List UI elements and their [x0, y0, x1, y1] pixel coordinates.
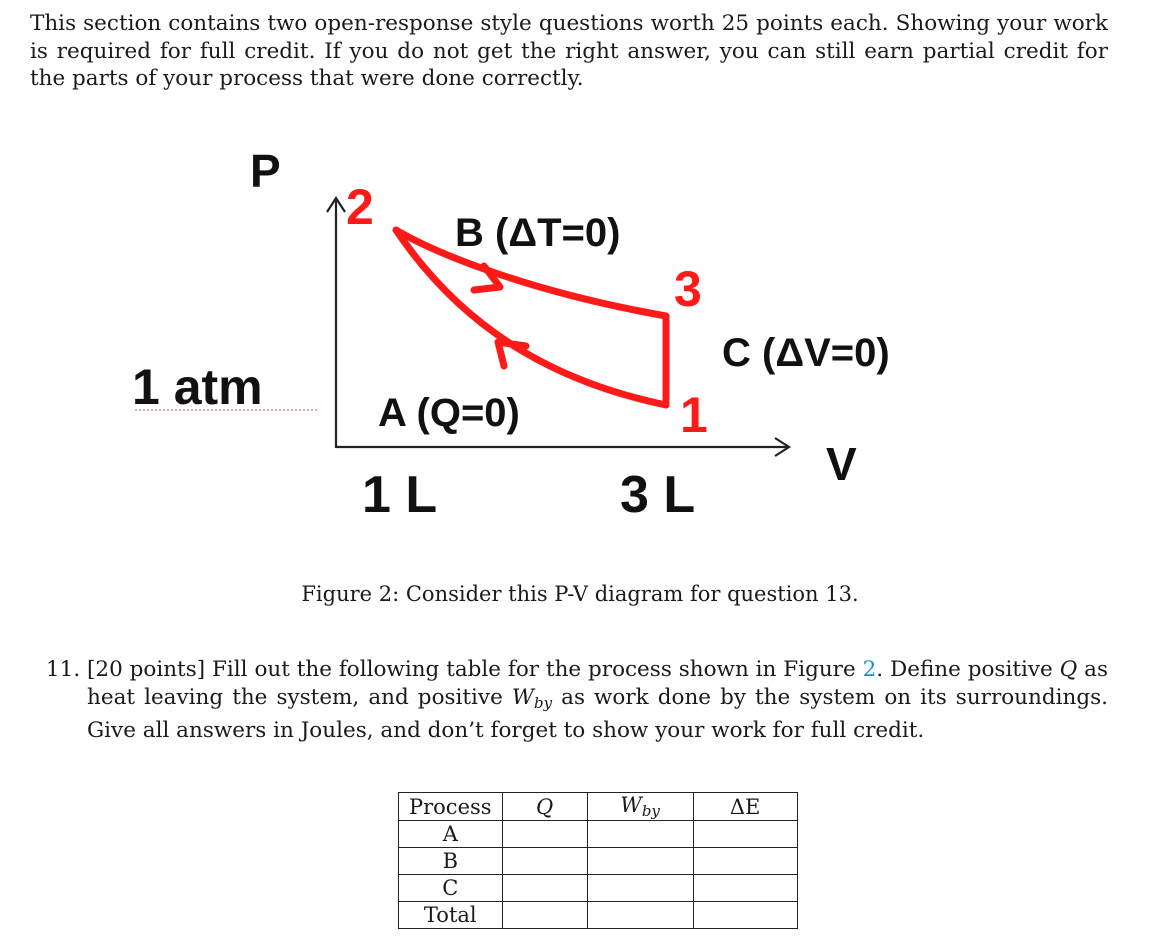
w-symbol: W: [511, 684, 534, 710]
process-curves: [396, 230, 666, 405]
question-text-4: as work done by the system on its surroundings. Give all answers in Joules, and don’t forget to show your work for full credit.: [87, 684, 1108, 743]
table-row: [399, 821, 798, 848]
answer-cell[interactable]: [587, 875, 693, 902]
pv-diagram: [0, 140, 1160, 540]
point-3-label: 3: [674, 261, 702, 317]
table-header-row: [399, 793, 798, 821]
question-text-3: as heat leaving the system, and positive: [87, 657, 1109, 710]
row-label: B: [399, 848, 503, 875]
question-text-2: . Define positive: [876, 657, 1053, 682]
answer-cell[interactable]: [502, 875, 587, 902]
point-1-label: 1: [680, 387, 708, 443]
row-label: Total: [399, 902, 503, 929]
answer-cell[interactable]: [587, 902, 693, 929]
question-text: [87, 656, 1108, 745]
v-axis-label: V: [826, 438, 857, 490]
answer-cell[interactable]: [693, 875, 797, 902]
header-delta-e-symbol: ΔE: [729, 794, 761, 819]
intro-paragraph: This section contains two open-response style questions worth 25 points each. Showing your work is required for full credit. If you do not get the right answer, you can still earn partial credit for the parts of your process that were done correctly.: [30, 11, 1108, 91]
process-b-label: B (ΔT=0): [455, 211, 621, 255]
question-11: [30, 656, 1108, 745]
answer-table: [398, 792, 798, 929]
question-number: 11.: [46, 657, 81, 682]
answer-cell[interactable]: [502, 902, 587, 929]
process-a-curve: [396, 230, 666, 405]
figure-reference-link[interactable]: 2: [862, 657, 877, 682]
process-a-label: A (Q=0): [378, 391, 520, 435]
answer-cell[interactable]: [587, 821, 693, 848]
volume-tick-2: 3 L: [620, 466, 696, 524]
row-label: A: [399, 821, 503, 848]
question-text-1: Fill out the following table for the process shown in Figure: [212, 657, 856, 682]
header-w-symbol: W: [620, 793, 642, 817]
q-symbol: Q: [1059, 657, 1078, 682]
header-w: [587, 793, 693, 821]
figure-caption: Figure 2: Consider this P-V diagram for question 13.: [301, 582, 859, 606]
header-process: Process: [399, 793, 503, 821]
header-w-subscript: by: [641, 802, 660, 820]
answer-cell[interactable]: [502, 848, 587, 875]
table-row: [399, 848, 798, 875]
header-q-symbol: Q: [535, 794, 554, 819]
answer-cell[interactable]: [502, 821, 587, 848]
volume-tick-1: 1 L: [362, 466, 438, 524]
table-row: [399, 875, 798, 902]
pressure-label: 1 atm: [132, 359, 263, 415]
process-c-label: C (ΔV=0): [722, 331, 890, 375]
question-points: [20 points]: [87, 657, 206, 682]
w-subscript: by: [533, 693, 553, 712]
p-axis-label: P: [250, 145, 281, 197]
answer-cell[interactable]: [693, 848, 797, 875]
header-q: [502, 793, 587, 821]
header-delta-e: [693, 793, 797, 821]
row-label: C: [399, 875, 503, 902]
table-row: [399, 902, 798, 929]
answer-cell[interactable]: [693, 902, 797, 929]
answer-cell[interactable]: [693, 821, 797, 848]
answer-cell[interactable]: [587, 848, 693, 875]
point-2-label: 2: [346, 179, 374, 235]
